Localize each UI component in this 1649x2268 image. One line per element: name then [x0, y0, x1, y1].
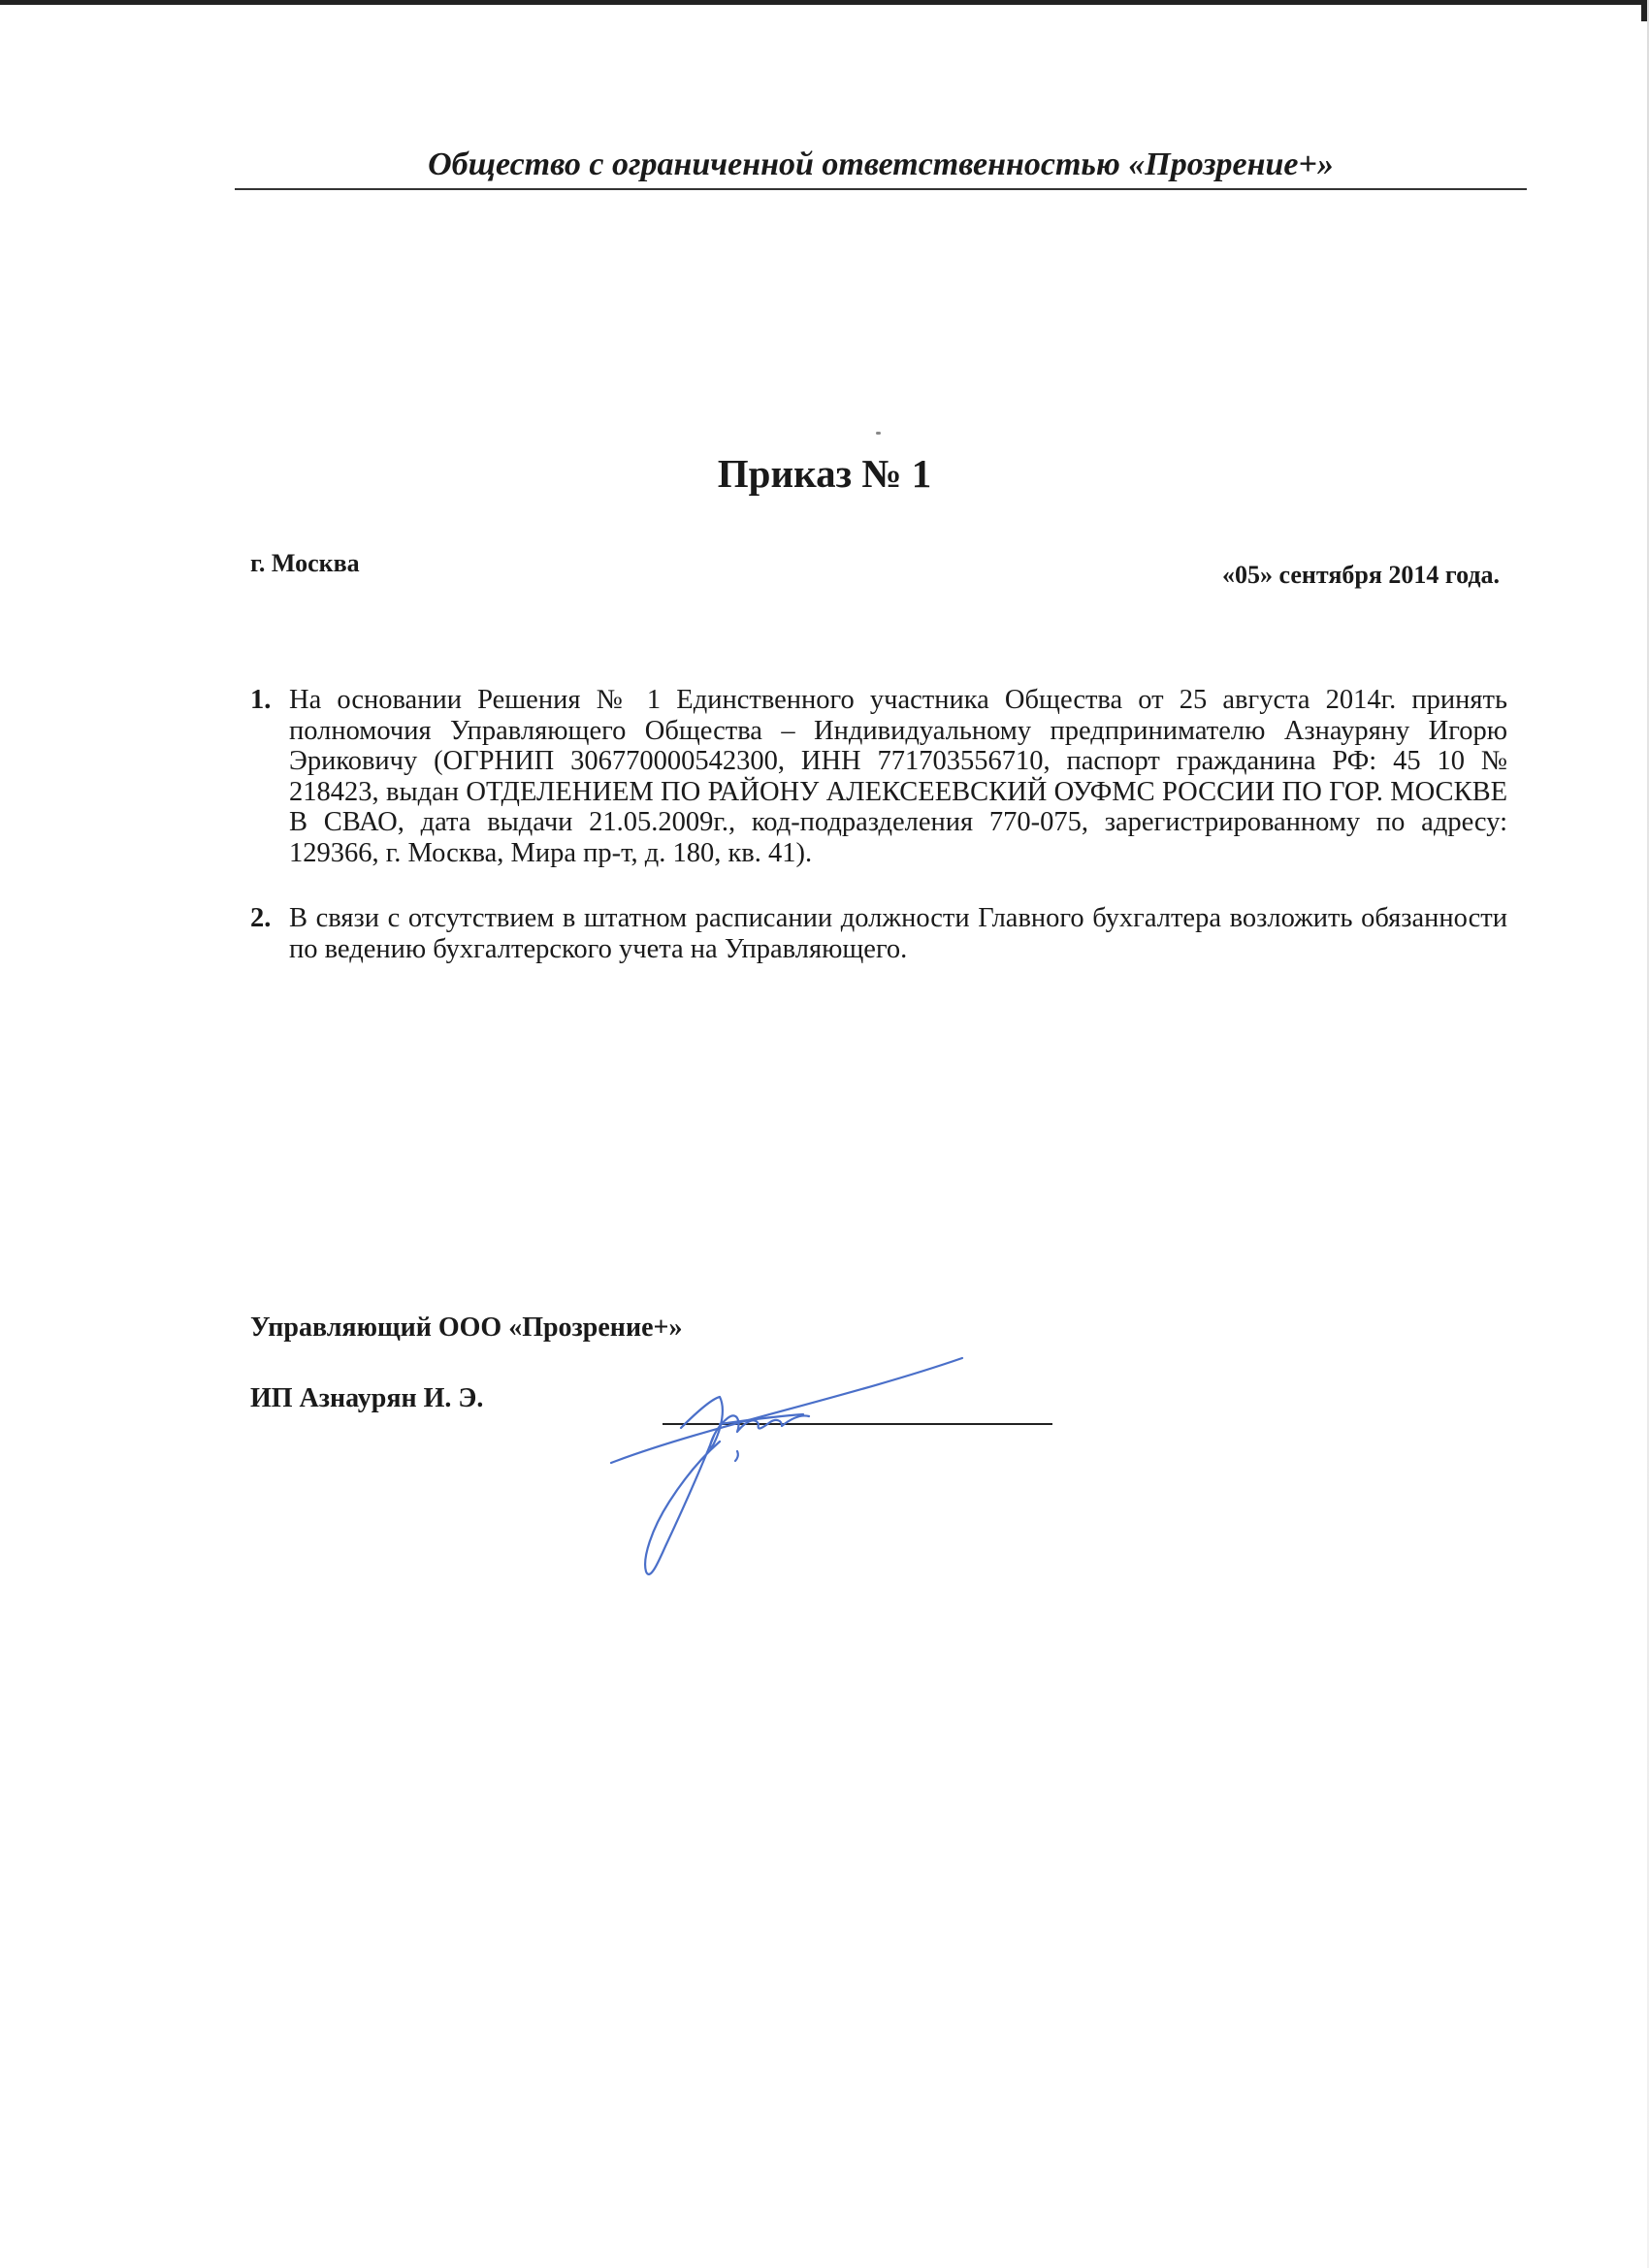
signature-letters [681, 1397, 809, 1448]
signer-position: Управляющий ООО «Прозрение+» [250, 1312, 683, 1343]
scan-speck [876, 432, 881, 435]
signer-name: ИП Азнаурян И. Э. [250, 1383, 484, 1413]
signature-flourish [611, 1358, 962, 1463]
order-item-1 [250, 685, 1507, 868]
signature-loop [645, 1436, 720, 1574]
order-city: г. Москва [250, 549, 360, 577]
organization-header: Общество с ограниченной ответственностью «Прозрение+» [235, 146, 1527, 190]
item-text: На основании Решения № 1 Единственного участника Общества от 25 августа 2014г. принять полномочия Управляющего Общества – Индивидуальному предпринимателю Азнауряну Игорю Эриковичу (ОГРНИП 306770000542300, ИНН 771703556710, паспорт гражданина РФ: 45 10 № 218423, выдан ОТДЕЛЕНИЕМ ПО РАЙОНУ АЛЕКСЕЕВСКИЙ ОУФМС РОССИИ ПО ГОР. МОСКВЕ В СВАО, дата выдачи 21.05.2009г., код-подразделения 770-075, зарегистрированному по адресу: 129366, г. Москва, Мира пр-т, д. 180, кв. 41). [289, 685, 1507, 868]
handwritten-signature [592, 1339, 980, 1591]
order-items [250, 685, 1507, 999]
item-number: 1. [250, 685, 272, 715]
scan-edge-top [0, 0, 1649, 5]
item-text: В связи с отсутствием в штатном расписании должности Главного бухгалтера возложить обязанности по ведению бухгалтерского учета на Управляющего. [289, 903, 1507, 964]
signature-tail [735, 1451, 738, 1461]
order-title: Приказ № 1 [717, 451, 932, 496]
signature-strokes [611, 1358, 962, 1574]
item-number: 2. [250, 903, 272, 933]
order-item-2 [250, 903, 1507, 964]
order-date: «05» сентября 2014 года. [1222, 561, 1500, 589]
